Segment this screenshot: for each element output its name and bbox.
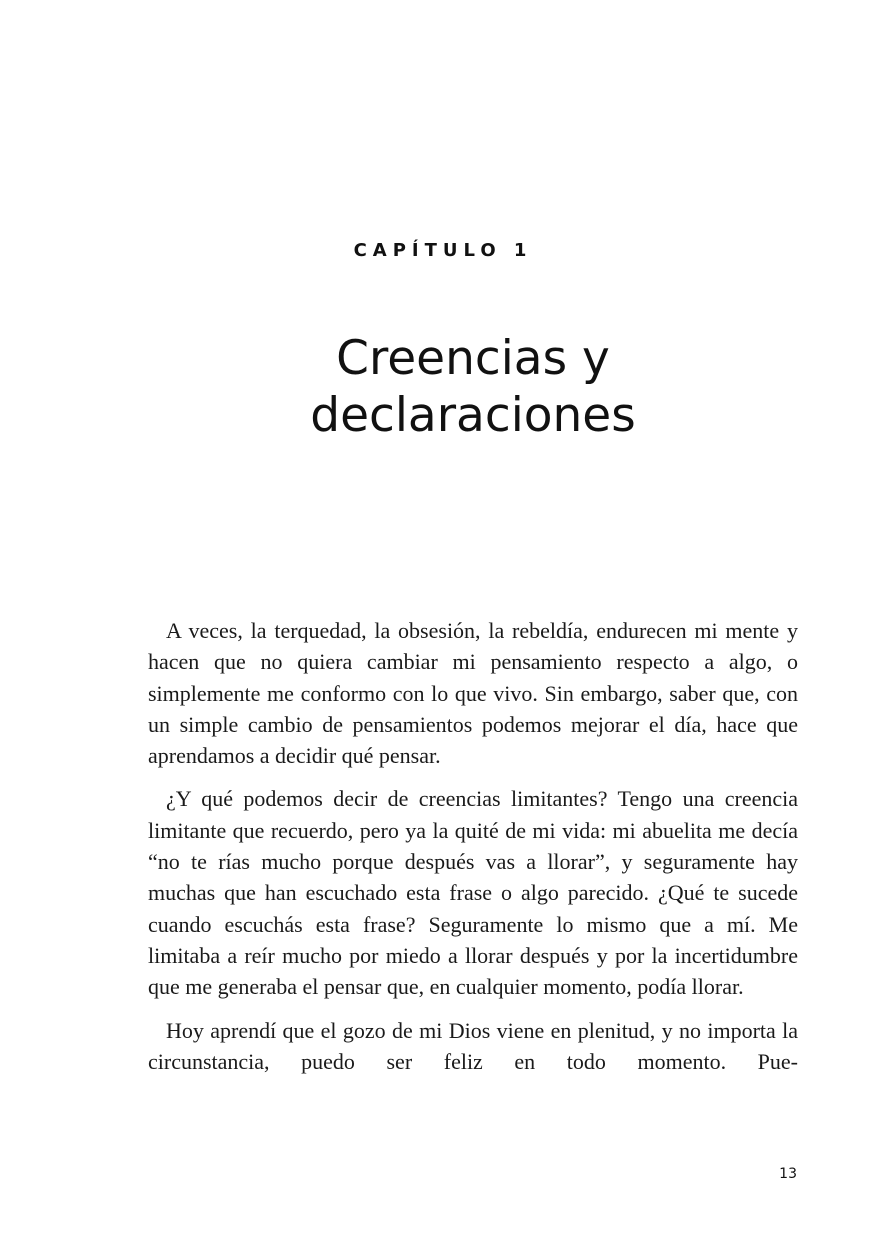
paragraph: A veces, la terquedad, la obsesión, la rebeldía, endurecen mi mente y hacen que no quiera cambiar mi pensamiento respecto a algo, o simplemente me conformo con lo que vivo. Sin embargo, saber que, con un simple cambio de pensamientos podemos mejorar el día, hace que aprendamos a decidir qué pensar. [148, 618, 798, 769]
chapter-title [0, 330, 886, 444]
chapter-label: CAPÍTULO 1 [353, 240, 533, 261]
chapter-title-line-2: declaraciones [310, 388, 636, 443]
paragraph: ¿Y qué podemos decir de creencias limitantes? Tengo una creencia limitante que recuerdo, pero ya la quité de mi vida: mi abuelita me decía “no te rías mucho porque después vas a llorar”, y seguramente hay muchas que han escuchado esta frase o algo parecido. ¿Qué te sucede cuando escuchás esta frase? Seguramente lo mismo que a mí. Me limitaba a reír mucho por miedo a llorar después y por la incertidumbre que me generaba el pensar que, en cualquier momento, podía llorar. [148, 786, 798, 1000]
page-number: 13 [779, 1166, 797, 1182]
paragraph: Hoy aprendí que el gozo de mi Dios viene en plenitud, y no importa la circunstancia, puedo ser feliz en todo momento. Pue- [148, 1017, 798, 1074]
chapter-title-line-1: Creencias y [336, 331, 610, 386]
body-text [148, 615, 798, 1077]
